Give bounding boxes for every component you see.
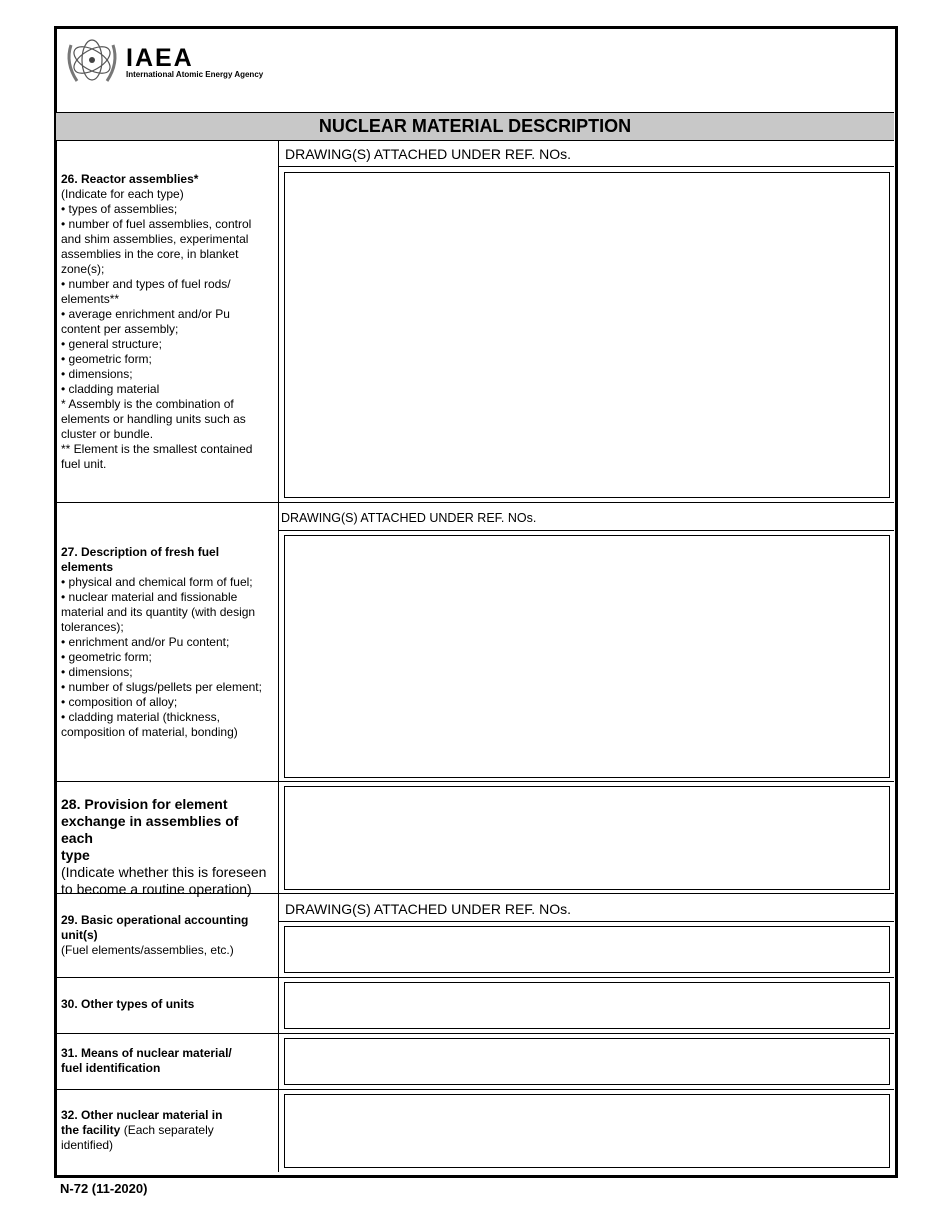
s26-line: • dimensions;	[61, 367, 133, 381]
s28-field[interactable]	[284, 786, 890, 890]
s26-line: ** Element is the smallest contained	[61, 442, 253, 456]
s26-line: elements**	[61, 292, 120, 306]
s26-line: assemblies in the core, in blanket	[61, 247, 239, 261]
s27-label	[61, 545, 273, 740]
s26-line: and shim assemblies, experimental	[61, 232, 249, 246]
s27-line: • enrichment and/or Pu content;	[61, 635, 230, 649]
s28-line: to become a routine operation)	[61, 881, 252, 897]
s30-heading: 30. Other types of units	[61, 997, 195, 1011]
s27-line: • number of slugs/pellets per element;	[61, 680, 262, 694]
s31-label	[61, 1046, 273, 1076]
s30-field[interactable]	[284, 982, 890, 1029]
divider	[279, 530, 894, 531]
form-id: N-72 (11-2020)	[60, 1181, 148, 1196]
s27-ref-label: DRAWING(S) ATTACHED UNDER REF. NOs.	[281, 511, 537, 525]
s31-heading: fuel identification	[61, 1061, 161, 1075]
s26-line: fuel unit.	[61, 457, 107, 471]
s31-field[interactable]	[284, 1038, 890, 1085]
s29-field[interactable]	[284, 926, 890, 973]
s26-line: • number and types of fuel rods/	[61, 277, 231, 291]
s32-note: identified)	[61, 1138, 114, 1152]
row-divider	[56, 977, 894, 978]
s29-note: (Fuel elements/assemblies, etc.)	[61, 943, 234, 957]
s27-line: tolerances);	[61, 620, 124, 634]
s26-line: zone(s);	[61, 262, 105, 276]
s27-heading: 27. Description of fresh fuel	[61, 545, 220, 559]
s29-heading: 29. Basic operational accounting	[61, 913, 249, 927]
s26-drawing-field[interactable]	[284, 172, 890, 498]
row-divider	[56, 502, 894, 503]
s27-heading: elements	[61, 560, 114, 574]
divider	[279, 921, 894, 922]
s28-heading: exchange in assemblies of each	[61, 813, 239, 846]
s30-label	[61, 997, 273, 1012]
row-divider	[56, 893, 894, 894]
s26-heading: 26. Reactor assemblies*	[61, 172, 199, 186]
form-title	[56, 112, 894, 141]
s26-ref-label: DRAWING(S) ATTACHED UNDER REF. NOs.	[285, 146, 571, 162]
s29-ref-label: DRAWING(S) ATTACHED UNDER REF. NOs.	[285, 901, 571, 917]
s26-line: • average enrichment and/or Pu	[61, 307, 230, 321]
s28-heading: 28. Provision for element	[61, 796, 228, 812]
s26-line: • general structure;	[61, 337, 162, 351]
form-title-text: NUCLEAR MATERIAL DESCRIPTION	[318, 116, 632, 136]
s32-heading-line2	[61, 1123, 273, 1138]
s31-heading: 31. Means of nuclear material/	[61, 1046, 232, 1060]
s28-heading: type	[61, 847, 90, 863]
s26-line: content per assembly;	[61, 322, 179, 336]
row-divider	[56, 1089, 894, 1090]
divider	[279, 166, 894, 167]
s32-heading: the facility	[61, 1123, 121, 1137]
s26-line: (Indicate for each type)	[61, 187, 184, 201]
s27-line: material and its quantity (with design	[61, 605, 256, 619]
s27-line: • nuclear material and fissionable	[61, 590, 238, 604]
s26-line: cluster or bundle.	[61, 427, 154, 441]
s28-label	[61, 796, 273, 898]
s32-label	[61, 1108, 273, 1153]
s29-heading: unit(s)	[61, 928, 98, 942]
s27-line: • cladding material (thickness,	[61, 710, 220, 724]
org-short-name: IAEA	[126, 44, 194, 72]
s26-line: • geometric form;	[61, 352, 152, 366]
s26-label	[61, 172, 273, 472]
s26-line: • cladding material	[61, 382, 160, 396]
s32-heading: 32. Other nuclear material in	[61, 1108, 223, 1122]
s27-line: • physical and chemical form of fuel;	[61, 575, 253, 589]
s26-line: • types of assemblies;	[61, 202, 178, 216]
s27-line: • geometric form;	[61, 650, 152, 664]
column-divider	[278, 140, 279, 1172]
s27-drawing-field[interactable]	[284, 535, 890, 778]
row-divider	[56, 781, 894, 782]
s32-heading-rest: (Each separately	[120, 1123, 214, 1137]
s27-line: • dimensions;	[61, 665, 133, 679]
s32-field[interactable]	[284, 1094, 890, 1168]
s27-line: composition of material, bonding)	[61, 725, 238, 739]
s29-label	[61, 913, 273, 958]
s28-line: (Indicate whether this is foreseen	[61, 864, 267, 880]
s27-line: • composition of alloy;	[61, 695, 178, 709]
s26-line: elements or handling units such as	[61, 412, 246, 426]
row-divider	[56, 1033, 894, 1034]
org-full-name: International Atomic Energy Agency	[126, 70, 264, 79]
s26-line: * Assembly is the combination of	[61, 397, 234, 411]
s26-line: • number of fuel assemblies, control	[61, 217, 252, 231]
